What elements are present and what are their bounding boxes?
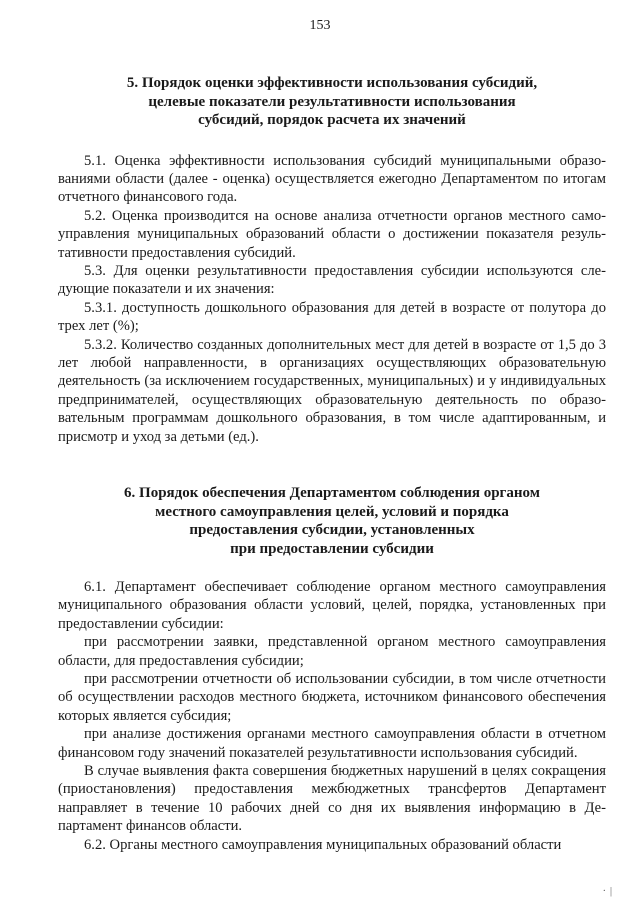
paragraph-5-3-1: 5.3.1. доступность дошкольного образования для детей в возрасте от полутора до трех лет (%); bbox=[58, 299, 606, 335]
scan-edge-mark: ·​| bbox=[602, 886, 616, 897]
section-6-heading bbox=[58, 484, 606, 558]
section-5-heading-line: 5. Порядок оценки эффективности использования субсидий, bbox=[126, 75, 538, 91]
section-6-heading-line: предоставления субсидии, установленных bbox=[189, 522, 475, 538]
paragraph-6-1-item-application: при рассмотрении заявки, представленной органом местного самоуправления области, для предоставления субсидии; bbox=[58, 634, 606, 669]
paragraph-6-1: 6.1. Департамент обеспечивает соблюдение органом местного самоуправления муниципального образования области условий, целей, порядка, установленных при предоставлении субсидии: bbox=[58, 579, 606, 632]
paragraph-6-2: 6.2. Органы местного самоуправления муниципальных образований области bbox=[84, 836, 562, 853]
paragraph-5-2: 5.2. Оценка производится на основе анализа отчетности органов местного самоуправления муниципальных образований области о достижении показателя результативности предоставления субсидий. bbox=[58, 207, 606, 261]
section-5-heading-line: субсидий, порядок расчета их значений bbox=[198, 112, 466, 128]
page-content bbox=[58, 62, 606, 854]
paragraph-5-1: 5.1. Оценка эффективности использования субсидий муниципальными образованиями области (далее - оценка) осуществляется ежегодно Департаментом по итогам отчетного финансового года. bbox=[58, 152, 606, 206]
page-number: 153 bbox=[309, 18, 331, 33]
section-5-heading bbox=[58, 74, 606, 130]
paragraph-6-1-item-reporting: при рассмотрении отчетности об использовании субсидии, в том числе отчетности об осуществлении расходов местного бюджета, источником финансового обеспечения которых является субсидия; bbox=[58, 671, 606, 724]
section-6-heading-line: 6. Порядок обеспечения Департаментом соблюдения органом bbox=[124, 485, 540, 501]
paragraph-5-3-2: 5.3.2. Количество созданных дополнительных мест для детей в возрасте от 1,5 до 3 лет любой направленности, в организациях осуществляющих образовательную деятельность (за исключением государственных, муниципальных) и у индивидуальных предпринимателей, осуществляющих образовательную деятельность по образовательным программам дошкольного образования, в том числе адаптированным, и присмотр и уход за детьми (ед.). bbox=[58, 336, 606, 445]
paragraph-5-3: 5.3. Для оценки результативности предоставления субсидии используются следующие показатели и их значения: bbox=[58, 262, 606, 298]
section-6-heading-line: местного самоуправления целей, условий и порядка bbox=[155, 503, 509, 520]
section-5-heading-line: целевые показатели результативности использования bbox=[148, 93, 516, 110]
paragraph-6-1-violations: В случае выявления факта совершения бюджетных нарушений в целях сокращения (приостановления) предоставления межбюджетных трансфертов Департамент направляет в течение 10 рабочих дней со дня их выявления информацию в Департамент финансов области. bbox=[58, 763, 606, 835]
paragraph-6-1-item-analysis: при анализе достижения органами местного самоуправления области в отчетном финансовом году значений показателей результативности использования субсидий. bbox=[58, 726, 606, 761]
section-6-heading-line: при предоставлении субсидии bbox=[230, 540, 434, 557]
